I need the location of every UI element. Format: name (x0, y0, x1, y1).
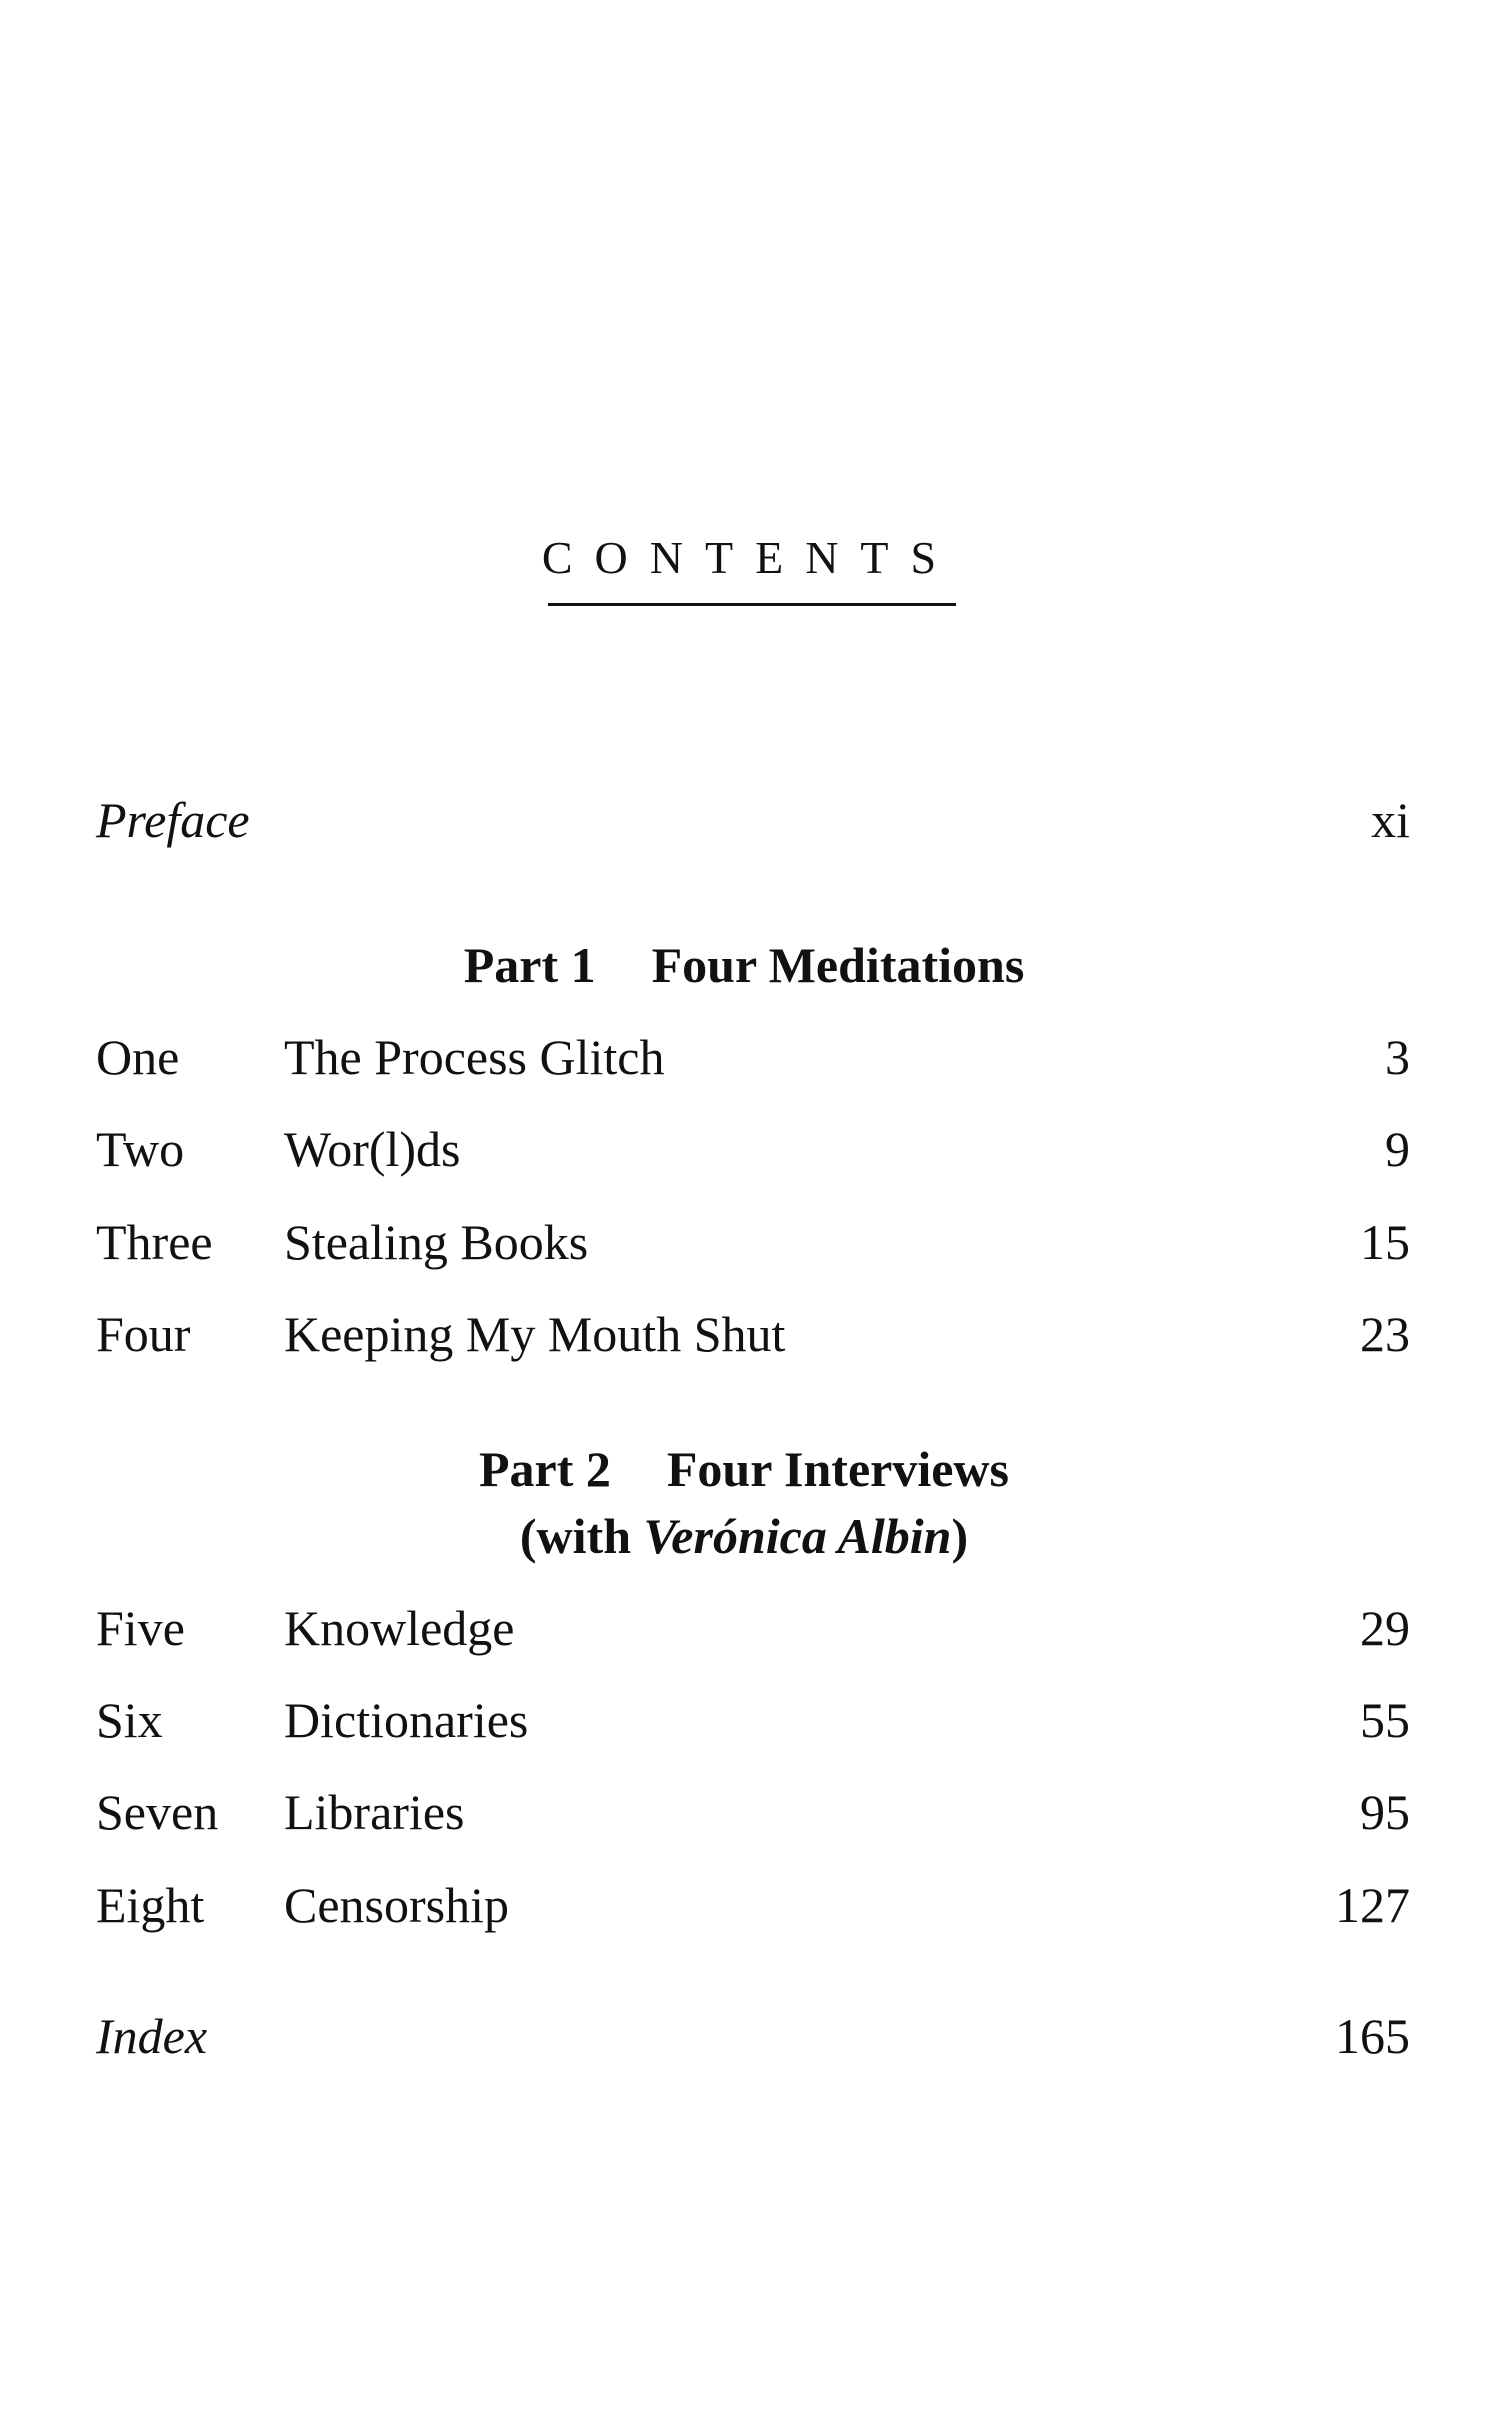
chapter-title: Keeping My Mouth Shut (284, 1306, 786, 1362)
chapter-title: Wor(l)ds (284, 1121, 461, 1177)
toc-entry-chapter[interactable] (96, 1596, 1410, 1660)
chapter-title: Stealing Books (284, 1214, 589, 1270)
part-1-title: Four Meditations (651, 937, 1025, 993)
part-1-heading (0, 932, 1488, 998)
chapter-page-number: 55 (1360, 1692, 1410, 1748)
chapter-page-number: 15 (1360, 1214, 1410, 1270)
chapter-number: One (96, 1029, 180, 1085)
chapter-title: Censorship (284, 1877, 509, 1933)
toc-entry-index[interactable] (96, 2004, 1410, 2068)
preface-page-number: xi (1371, 792, 1410, 848)
toc-entry-preface[interactable] (96, 788, 1410, 852)
contents-heading: CONTENTS (541, 532, 959, 583)
toc-entry-chapter[interactable] (96, 1302, 1410, 1366)
toc-entry-chapter[interactable] (96, 1210, 1410, 1274)
chapter-number: Three (96, 1214, 213, 1270)
chapter-title: Dictionaries (284, 1692, 529, 1748)
chapter-page-number: 95 (1360, 1784, 1410, 1840)
index-page-number: 165 (1335, 2008, 1410, 2064)
chapter-number: Four (96, 1306, 191, 1362)
chapter-number: Seven (96, 1784, 219, 1840)
chapter-page-number: 9 (1385, 1121, 1410, 1177)
toc-entry-chapter[interactable] (96, 1780, 1410, 1844)
chapter-title: The Process Glitch (284, 1029, 665, 1085)
part-2-subtitle-prefix: (with (519, 1508, 644, 1564)
preface-label: Preface (96, 792, 250, 848)
part-1-label: Part 1 (463, 937, 596, 993)
chapter-page-number: 23 (1360, 1306, 1410, 1362)
part-2-subtitle-suffix: ) (951, 1508, 969, 1564)
chapter-title: Knowledge (284, 1600, 515, 1656)
chapter-page-number: 127 (1335, 1877, 1410, 1933)
toc-entry-chapter[interactable] (96, 1117, 1410, 1181)
toc-entry-chapter[interactable] (96, 1873, 1410, 1937)
part-2-heading (0, 1436, 1488, 1502)
part-2-subtitle-name: Verónica Albin (643, 1508, 952, 1564)
chapter-number: Five (96, 1600, 185, 1656)
chapter-title: Libraries (284, 1784, 465, 1840)
toc-entry-chapter[interactable] (96, 1025, 1410, 1089)
part-2-title: Four Interviews (666, 1441, 1009, 1497)
part-2-label: Part 2 (479, 1441, 611, 1497)
chapter-number: Eight (96, 1877, 205, 1933)
chapter-number: Two (96, 1121, 185, 1177)
toc-entry-chapter[interactable] (96, 1688, 1410, 1752)
index-label: Index (96, 2008, 208, 2064)
heading-underline (548, 603, 956, 606)
part-2-subtitle (0, 1503, 1488, 1569)
chapter-page-number: 3 (1385, 1029, 1410, 1085)
chapter-page-number: 29 (1360, 1600, 1410, 1656)
chapter-number: Six (96, 1692, 163, 1748)
